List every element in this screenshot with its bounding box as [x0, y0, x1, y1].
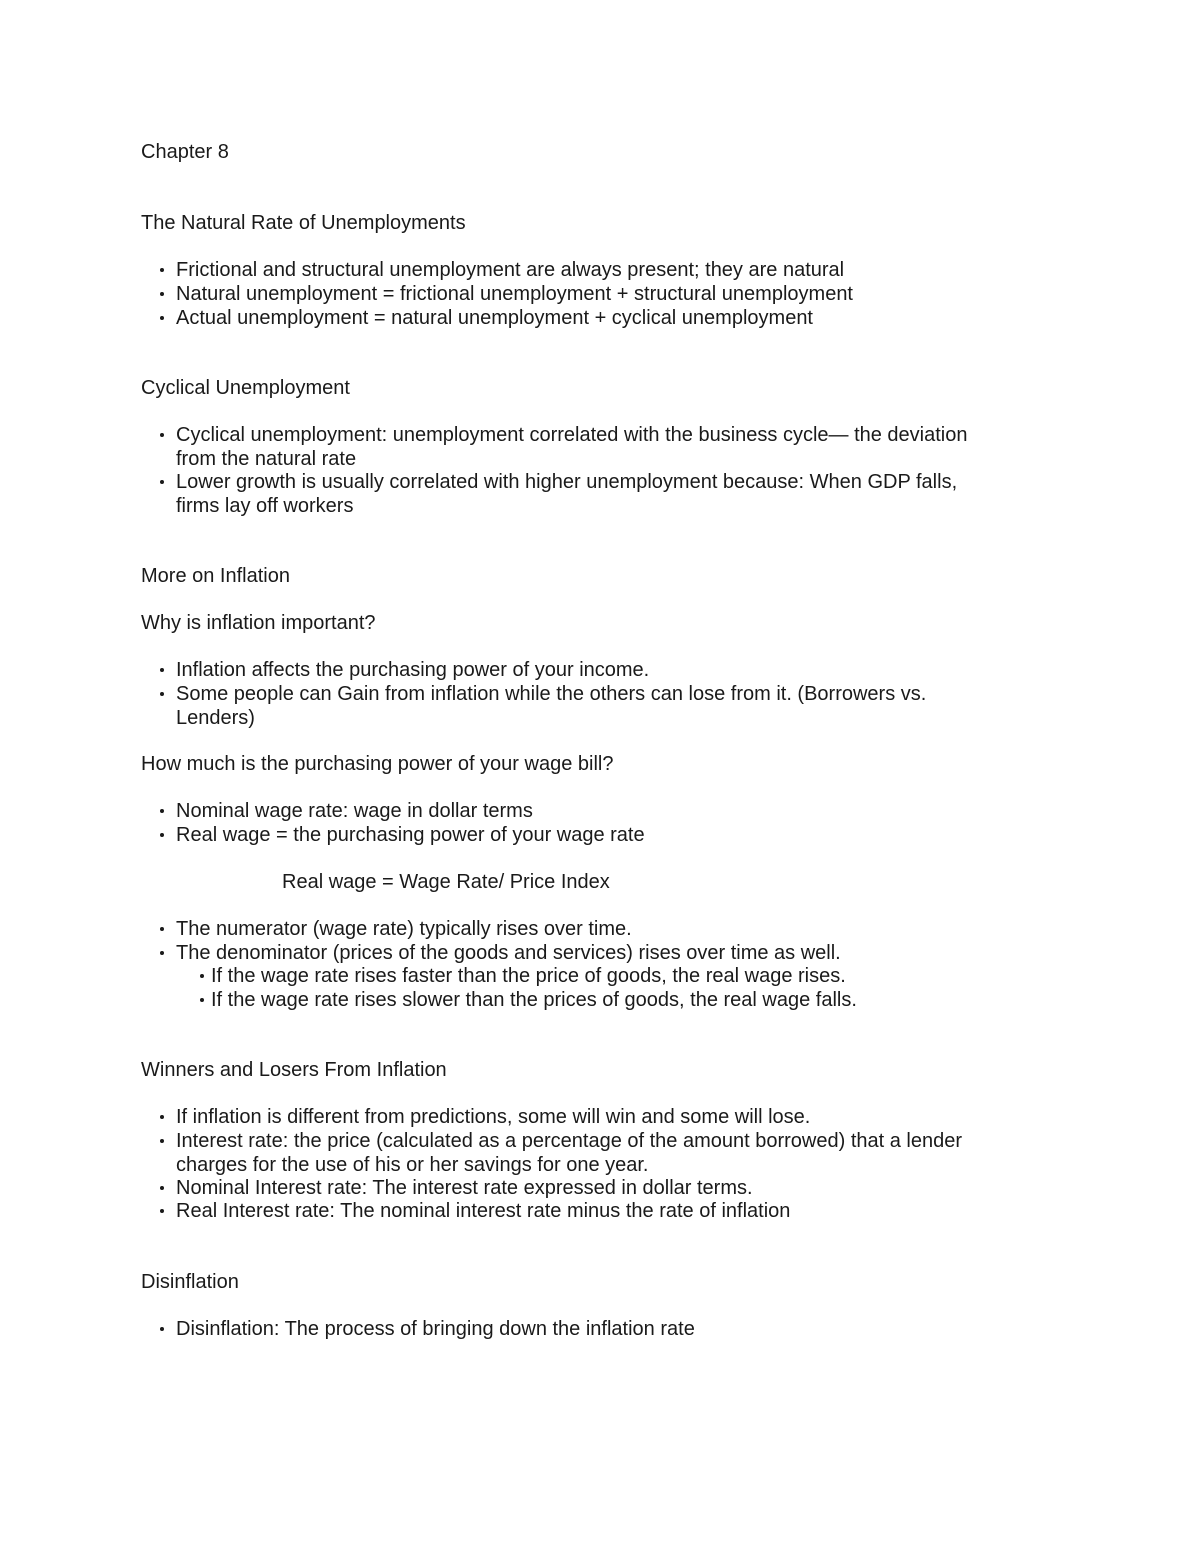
bullet-icon [160, 668, 164, 672]
bullet-icon [160, 316, 164, 320]
list-item-continuation: from the natural rate [176, 448, 357, 470]
bullet-icon [160, 292, 164, 296]
section-heading-disinflation: Disinflation [141, 1271, 239, 1293]
bullet-icon [160, 268, 164, 272]
section-heading-cyclical: Cyclical Unemployment [141, 377, 350, 399]
bullet-icon [200, 974, 204, 978]
bullet-icon [160, 1186, 164, 1190]
bullet-icon [160, 433, 164, 437]
section-heading-natural-rate: The Natural Rate of Unemployments [141, 212, 466, 234]
question-heading: Why is inflation important? [141, 612, 376, 634]
bullet-icon [160, 951, 164, 955]
list-item-continuation: charges for the use of his or her savings for one year. [176, 1154, 649, 1176]
chapter-title: Chapter 8 [141, 141, 229, 163]
section-heading-inflation: More on Inflation [141, 565, 290, 587]
bullet-icon [160, 809, 164, 813]
bullet-icon [200, 998, 204, 1002]
list-item-continuation: Lenders) [176, 707, 255, 729]
bullet-icon [160, 1139, 164, 1143]
list-item-continuation: firms lay off workers [176, 495, 354, 517]
bullet-icon [160, 1327, 164, 1331]
bullet-icon [160, 833, 164, 837]
section-heading-winners-losers: Winners and Losers From Inflation [141, 1059, 447, 1081]
formula: Real wage = Wage Rate/ Price Index [282, 871, 610, 893]
question-heading: How much is the purchasing power of your wage bill? [141, 753, 614, 775]
bullet-icon [160, 1209, 164, 1213]
bullet-icon [160, 692, 164, 696]
bullet-icon [160, 927, 164, 931]
bullet-icon [160, 1115, 164, 1119]
bullet-icon [160, 480, 164, 484]
